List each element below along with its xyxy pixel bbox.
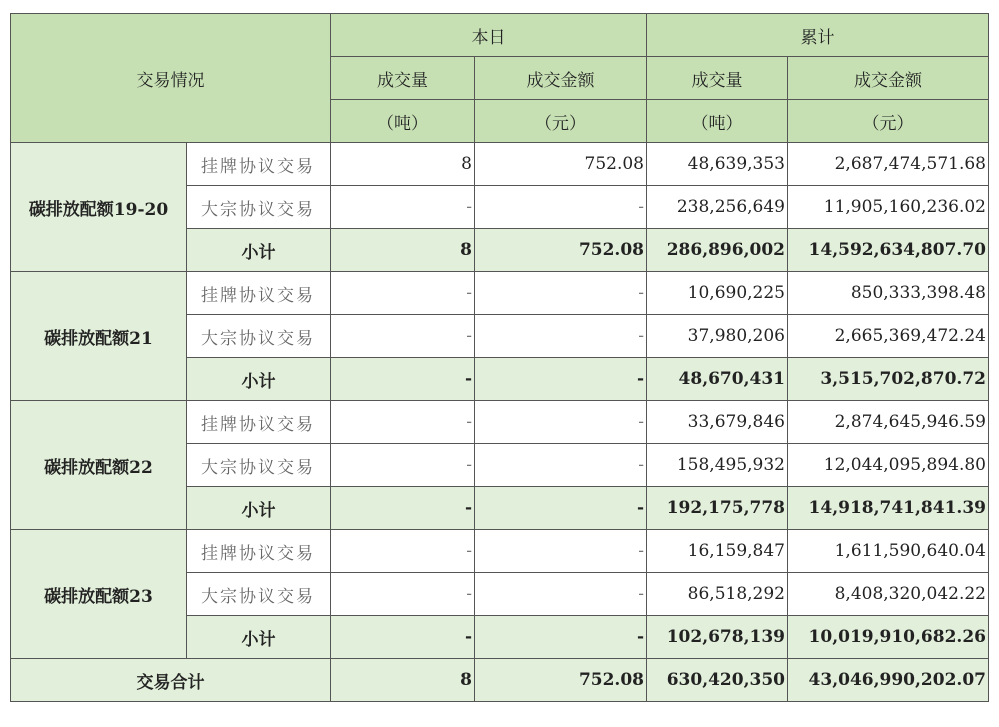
today-volume-cell: - xyxy=(331,487,475,530)
cum-amount-cell: 8,408,320,042.22 xyxy=(788,573,989,616)
today-volume-cell: - xyxy=(331,401,475,444)
today-amount-cell: - xyxy=(475,487,647,530)
row-label: 大宗协议交易 xyxy=(187,315,331,358)
cum-volume-cell: 10,690,225 xyxy=(647,272,788,315)
cum-volume-cell: 33,679,846 xyxy=(647,401,788,444)
cum-volume-cell: 37,980,206 xyxy=(647,315,788,358)
cum-volume-header: 成交量 xyxy=(647,57,788,100)
row-label: 大宗协议交易 xyxy=(187,573,331,616)
total-today-amount: 752.08 xyxy=(475,659,647,702)
cum-amount-cell: 2,665,369,472.24 xyxy=(788,315,989,358)
cum-amount-cell: 14,592,634,807.70 xyxy=(788,229,989,272)
trading-header: 交易情况 xyxy=(11,14,331,143)
row-label: 大宗协议交易 xyxy=(187,444,331,487)
cumulative-header: 累计 xyxy=(647,14,989,57)
total-cum-amount: 43,046,990,202.07 xyxy=(788,659,989,702)
today-amount-cell: - xyxy=(475,272,647,315)
today-amount-header: 成交金额 xyxy=(475,57,647,100)
cum-amount-cell: 850,333,398.48 xyxy=(788,272,989,315)
table-row xyxy=(11,401,989,444)
table-row xyxy=(11,272,989,315)
total-label: 交易合计 xyxy=(11,659,331,702)
cum-amount-cell: 2,874,645,946.59 xyxy=(788,401,989,444)
today-header: 本日 xyxy=(331,14,647,57)
today-volume-cell: - xyxy=(331,186,475,229)
cum-amount-cell: 14,918,741,841.39 xyxy=(788,487,989,530)
today-volume-cell: 8 xyxy=(331,229,475,272)
row-label: 挂牌协议交易 xyxy=(187,272,331,315)
cum-amount-cell: 1,611,590,640.04 xyxy=(788,530,989,573)
table-row xyxy=(11,143,989,186)
cum-amount-cell: 11,905,160,236.02 xyxy=(788,186,989,229)
row-label: 挂牌协议交易 xyxy=(187,530,331,573)
today-volume-cell: - xyxy=(331,573,475,616)
today-volume-cell: 8 xyxy=(331,143,475,186)
group-name: 碳排放配额19-20 xyxy=(11,143,187,272)
today-amount-cell: - xyxy=(475,358,647,401)
cum-amount-cell: 3,515,702,870.72 xyxy=(788,358,989,401)
row-label: 挂牌协议交易 xyxy=(187,401,331,444)
cum-volume-cell: 48,639,353 xyxy=(647,143,788,186)
cum-volume-cell: 158,495,932 xyxy=(647,444,788,487)
today-volume-cell: - xyxy=(331,315,475,358)
today-volume-cell: - xyxy=(331,272,475,315)
table-row xyxy=(11,530,989,573)
total-today-volume: 8 xyxy=(331,659,475,702)
trading-summary-table xyxy=(10,13,989,702)
cum-volume-cell: 16,159,847 xyxy=(647,530,788,573)
today-amount-cell: - xyxy=(475,401,647,444)
cum-amount-cell: 10,019,910,682.26 xyxy=(788,616,989,659)
group-name: 碳排放配额23 xyxy=(11,530,187,659)
group-name: 碳排放配额21 xyxy=(11,272,187,401)
today-amount-cell: - xyxy=(475,315,647,358)
today-amount-cell: - xyxy=(475,573,647,616)
subtotal-label: 小计 xyxy=(187,229,331,272)
cum-volume-cell: 48,670,431 xyxy=(647,358,788,401)
today-volume-cell: - xyxy=(331,444,475,487)
cum-amount-unit: （元） xyxy=(788,100,989,143)
today-amount-cell: 752.08 xyxy=(475,229,647,272)
today-volume-cell: - xyxy=(331,358,475,401)
today-volume-unit: （吨） xyxy=(331,100,475,143)
cum-amount-header: 成交金额 xyxy=(788,57,989,100)
cum-volume-cell: 192,175,778 xyxy=(647,487,788,530)
group-name: 碳排放配额22 xyxy=(11,401,187,530)
today-volume-header: 成交量 xyxy=(331,57,475,100)
cum-volume-unit: （吨） xyxy=(647,100,788,143)
cum-volume-cell: 238,256,649 xyxy=(647,186,788,229)
today-volume-cell: - xyxy=(331,616,475,659)
today-volume-cell: - xyxy=(331,530,475,573)
today-amount-cell: - xyxy=(475,616,647,659)
today-amount-cell: - xyxy=(475,444,647,487)
row-label: 大宗协议交易 xyxy=(187,186,331,229)
subtotal-label: 小计 xyxy=(187,616,331,659)
today-amount-cell: - xyxy=(475,186,647,229)
cum-amount-cell: 2,687,474,571.68 xyxy=(788,143,989,186)
row-label: 挂牌协议交易 xyxy=(187,143,331,186)
today-amount-unit: （元） xyxy=(475,100,647,143)
today-amount-cell: - xyxy=(475,530,647,573)
cum-amount-cell: 12,044,095,894.80 xyxy=(788,444,989,487)
cum-volume-cell: 86,518,292 xyxy=(647,573,788,616)
cum-volume-cell: 286,896,002 xyxy=(647,229,788,272)
today-amount-cell: 752.08 xyxy=(475,143,647,186)
subtotal-label: 小计 xyxy=(187,358,331,401)
cum-volume-cell: 102,678,139 xyxy=(647,616,788,659)
total-row xyxy=(11,659,989,702)
total-cum-volume: 630,420,350 xyxy=(647,659,788,702)
subtotal-label: 小计 xyxy=(187,487,331,530)
